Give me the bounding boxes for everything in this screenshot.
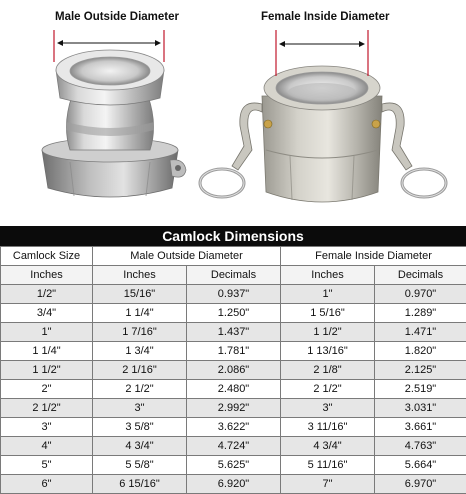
subheader-cell: Inches xyxy=(93,266,187,285)
table-row xyxy=(1,342,466,361)
subheader-row xyxy=(1,266,466,285)
table-cell: 4 3/4" xyxy=(93,437,187,456)
camlock-dimensions-table xyxy=(0,226,466,494)
table-cell: 1/2" xyxy=(1,285,93,304)
fittings-illustration xyxy=(0,0,466,225)
table-cell: 4.763" xyxy=(375,437,466,456)
table-row xyxy=(1,285,466,304)
table-cell: 2.125" xyxy=(375,361,466,380)
table-cell: 2 1/16" xyxy=(93,361,187,380)
table-cell: 3 11/16" xyxy=(281,418,375,437)
table-cell: 1" xyxy=(281,285,375,304)
table-row xyxy=(1,399,466,418)
table-row xyxy=(1,304,466,323)
table-cell: 5.625" xyxy=(187,456,281,475)
table-cell: 2.992" xyxy=(187,399,281,418)
table-cell: 4 3/4" xyxy=(281,437,375,456)
header-male-outside-diameter: Male Outside Diameter xyxy=(93,247,281,266)
table-cell: 1.289" xyxy=(375,304,466,323)
table-cell: 5.664" xyxy=(375,456,466,475)
female-coupler-fitting xyxy=(200,66,446,202)
table-cell: 6.970" xyxy=(375,475,466,494)
table-cell: 1 1/2" xyxy=(281,323,375,342)
table-row xyxy=(1,380,466,399)
table-cell: 1 1/4" xyxy=(93,304,187,323)
subheader-cell: Inches xyxy=(281,266,375,285)
male-adapter-fitting xyxy=(42,50,186,197)
table-cell: 2 1/2" xyxy=(93,380,187,399)
subheader-cell: Decimals xyxy=(375,266,466,285)
table-cell: 5 11/16" xyxy=(281,456,375,475)
table-cell: 1.437" xyxy=(187,323,281,342)
table-row xyxy=(1,323,466,342)
table-row xyxy=(1,456,466,475)
table-cell: 5" xyxy=(1,456,93,475)
table-row xyxy=(1,437,466,456)
table-cell: 3" xyxy=(281,399,375,418)
table-cell: 3" xyxy=(93,399,187,418)
table-cell: 1 5/16" xyxy=(281,304,375,323)
table-cell: 3 5/8" xyxy=(93,418,187,437)
table-cell: 2" xyxy=(1,380,93,399)
table-cell: 1 13/16" xyxy=(281,342,375,361)
table-cell: 2.519" xyxy=(375,380,466,399)
dimensions-grid xyxy=(0,246,466,494)
table-cell: 3/4" xyxy=(1,304,93,323)
product-photo-area xyxy=(0,0,466,225)
table-cell: 0.937" xyxy=(187,285,281,304)
table-cell: 3.661" xyxy=(375,418,466,437)
table-cell: 7" xyxy=(281,475,375,494)
subheader-cell: Inches xyxy=(1,266,93,285)
table-cell: 3.622" xyxy=(187,418,281,437)
table-cell: 1.250" xyxy=(187,304,281,323)
table-cell: 1.471" xyxy=(375,323,466,342)
table-cell: 1 7/16" xyxy=(93,323,187,342)
male-diameter-label: Male Outside Diameter xyxy=(55,11,179,23)
table-row xyxy=(1,418,466,437)
table-cell: 2 1/8" xyxy=(281,361,375,380)
table-cell: 3.031" xyxy=(375,399,466,418)
table-cell: 1.781" xyxy=(187,342,281,361)
table-cell: 0.970" xyxy=(375,285,466,304)
table-cell: 1.820" xyxy=(375,342,466,361)
header-camlock-size: Camlock Size xyxy=(1,247,93,266)
table-title: Camlock Dimensions xyxy=(0,226,466,246)
table-cell: 2.086" xyxy=(187,361,281,380)
table-cell: 4" xyxy=(1,437,93,456)
header-female-inside-diameter: Female Inside Diameter xyxy=(281,247,466,266)
table-cell: 15/16" xyxy=(93,285,187,304)
table-cell: 1 3/4" xyxy=(93,342,187,361)
table-cell: 3" xyxy=(1,418,93,437)
table-cell: 5 5/8" xyxy=(93,456,187,475)
table-row xyxy=(1,361,466,380)
table-cell: 1" xyxy=(1,323,93,342)
table-cell: 1 1/2" xyxy=(1,361,93,380)
subheader-cell: Decimals xyxy=(187,266,281,285)
table-cell: 1 1/4" xyxy=(1,342,93,361)
table-cell: 6" xyxy=(1,475,93,494)
table-cell: 2 1/2" xyxy=(1,399,93,418)
table-cell: 6 15/16" xyxy=(93,475,187,494)
table-cell: 4.724" xyxy=(187,437,281,456)
table-cell: 6.920" xyxy=(187,475,281,494)
header-row xyxy=(1,247,466,266)
table-row xyxy=(1,475,466,494)
table-cell: 2.480" xyxy=(187,380,281,399)
table-cell: 2 1/2" xyxy=(281,380,375,399)
female-diameter-label: Female Inside Diameter xyxy=(261,11,389,23)
